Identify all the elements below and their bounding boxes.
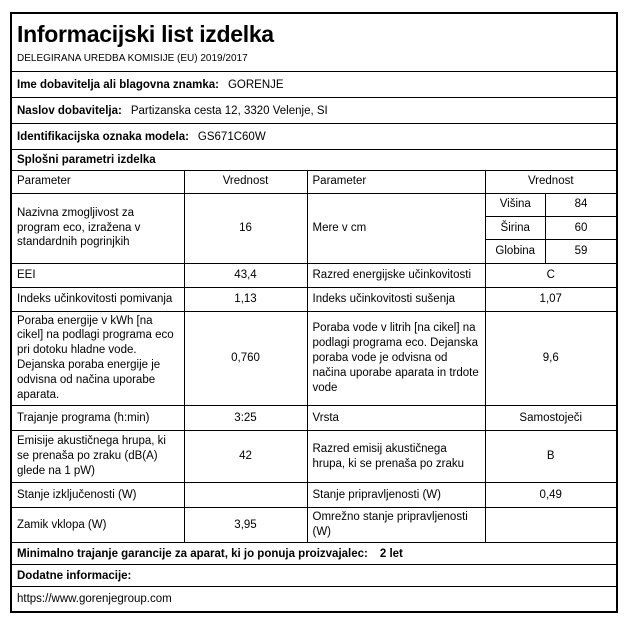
supplier-name-value: GORENJE: [227, 78, 284, 91]
value-cell: 42: [184, 431, 307, 483]
table-header-row: [12, 171, 616, 193]
dimension-value: 59: [546, 240, 617, 263]
parameters-table: [12, 171, 616, 543]
value-cell: Samostoječi: [485, 406, 616, 431]
document-header: [12, 14, 616, 72]
dimension-label: Globina: [486, 240, 546, 263]
general-parameters-section-title: Splošni parametri izdelka: [12, 150, 616, 171]
dimensions-cell: [485, 193, 616, 263]
additional-info-row: [12, 565, 616, 587]
warranty-label: Minimalno trajanje garancije za aparat, ki jo ponuja proizvajalec:: [17, 547, 368, 560]
param-cell: Trajanje programa (h:min): [12, 406, 184, 431]
header-value-left: Vrednost: [184, 171, 307, 193]
param-cell: Stanje izključenosti (W): [12, 483, 184, 508]
table-row: [12, 508, 616, 543]
table-row: [12, 406, 616, 431]
supplier-address-value: Partizanska cesta 12, 3320 Velenje, SI: [130, 104, 328, 117]
header-param-right: Parameter: [307, 171, 485, 193]
param-cell: Stanje pripravljenosti (W): [307, 483, 485, 508]
param-cell: Nazivna zmogljivost za program eco, izražena v standardnih pogrinjkih: [12, 193, 184, 263]
supplier-address-row: [12, 98, 616, 124]
dimension-row: [486, 217, 617, 240]
dimension-label: Širina: [486, 217, 546, 240]
additional-info-label: Dodatne informacije:: [17, 569, 132, 582]
param-cell: Zamik vklopa (W): [12, 508, 184, 543]
param-cell: Indeks učinkovitosti sušenja: [307, 287, 485, 311]
model-identifier-row: [12, 124, 616, 150]
table-row: [12, 193, 616, 263]
header-value-right: Vrednost: [485, 171, 616, 193]
value-cell: B: [485, 431, 616, 483]
dimension-row: [486, 194, 617, 217]
warranty-row: [12, 543, 616, 565]
value-cell: 16: [184, 193, 307, 263]
table-row: [12, 311, 616, 406]
value-cell: 3:25: [184, 406, 307, 431]
page-title: Informacijski list izdelka: [17, 21, 274, 47]
table-row: [12, 263, 616, 287]
param-cell: Indeks učinkovitosti pomivanja: [12, 287, 184, 311]
dimension-value: 84: [546, 194, 617, 217]
supplier-name-row: [12, 72, 616, 98]
website-row: [12, 587, 616, 611]
model-identifier-label: Identifikacijska oznaka modela:: [17, 130, 189, 143]
regulation-subtitle: DELEGIRANA UREDBA KOMISIJE (EU) 2019/2017: [17, 53, 248, 64]
param-cell: EEI: [12, 263, 184, 287]
value-cell: C: [485, 263, 616, 287]
value-cell: 1,13: [184, 287, 307, 311]
table-row: [12, 287, 616, 311]
model-identifier-value: GS671C60W: [197, 130, 266, 143]
warranty-value: 2 let: [379, 547, 403, 560]
dimension-value: 60: [546, 217, 617, 240]
param-cell: Poraba vode v litrih [na cikel] na podlagi programa eco. Dejanska poraba vode je odvisna od načina uporabe aparata in trdote vode: [307, 311, 485, 406]
param-cell: Mere v cm: [307, 193, 485, 263]
manufacturer-website-link[interactable]: https://www.gorenjegroup.com: [17, 593, 172, 605]
param-cell: Omrežno stanje pripravljenosti (W): [307, 508, 485, 543]
value-cell: 9,6: [485, 311, 616, 406]
param-cell: Poraba energije v kWh [na cikel] na podlagi programa eco pri dotoku hladne vode. Dejanska poraba energije je odvisna od načina uporabe aparata.: [12, 311, 184, 406]
param-cell: Emisije akustičnega hrupa, ki se prenaša po zraku (dB(A) glede na 1 pW): [12, 431, 184, 483]
value-cell: [184, 483, 307, 508]
product-information-sheet: [10, 12, 618, 613]
value-cell: 3,95: [184, 508, 307, 543]
dimensions-subtable: [486, 194, 617, 263]
header-param-left: Parameter: [12, 171, 184, 193]
param-cell: Razred energijske učinkovitosti: [307, 263, 485, 287]
value-cell: [485, 508, 616, 543]
supplier-address-label: Naslov dobavitelja:: [17, 104, 122, 117]
supplier-name-label: Ime dobavitelja ali blagovna znamka:: [17, 78, 219, 91]
value-cell: 43,4: [184, 263, 307, 287]
value-cell: 1,07: [485, 287, 616, 311]
dimension-row: [486, 240, 617, 263]
param-cell: Vrsta: [307, 406, 485, 431]
param-cell: Razred emisij akustičnega hrupa, ki se prenaša po zraku: [307, 431, 485, 483]
value-cell: 0,760: [184, 311, 307, 406]
value-cell: 0,49: [485, 483, 616, 508]
table-row: [12, 431, 616, 483]
table-row: [12, 483, 616, 508]
dimension-label: Višina: [486, 194, 546, 217]
